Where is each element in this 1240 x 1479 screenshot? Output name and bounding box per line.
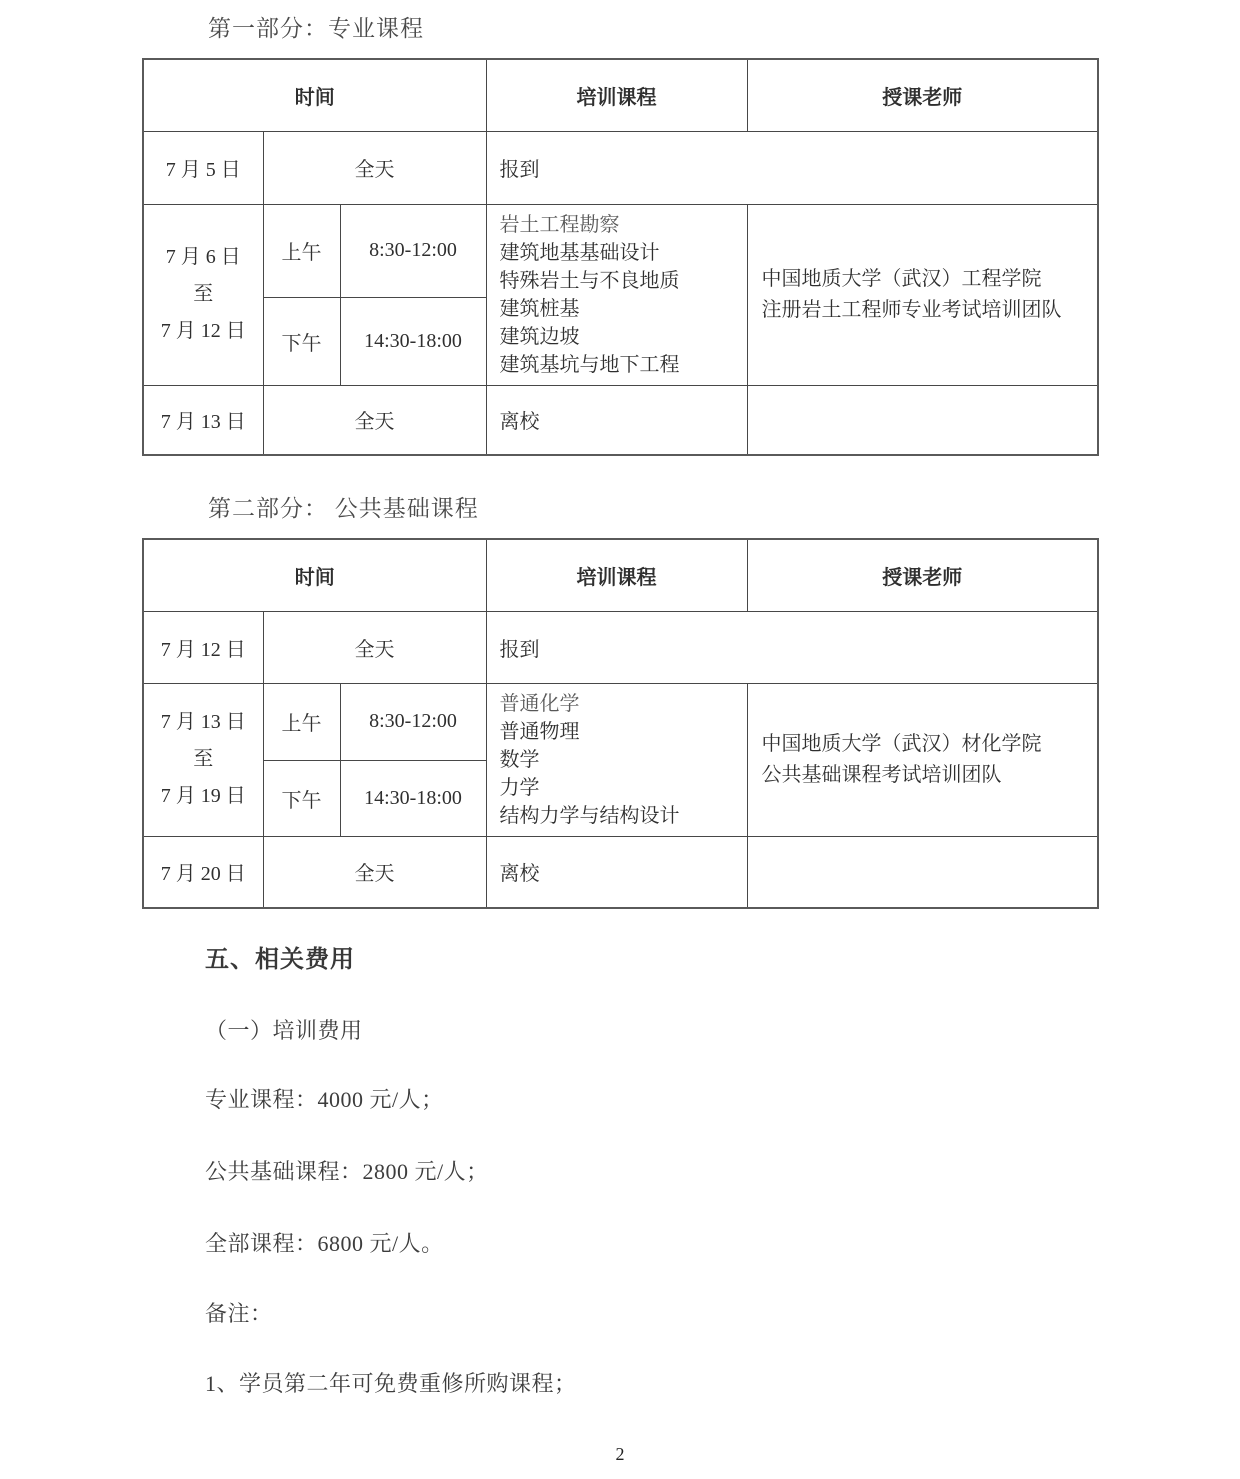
table2-main-date xyxy=(143,683,263,836)
teacher-line: 中国地质大学（武汉）工程学院 xyxy=(761,267,1042,290)
notes-label: 备注： xyxy=(205,1301,273,1326)
table2-header-time: 时间 xyxy=(143,539,486,611)
teacher-line: 公共基础课程考试培训团队 xyxy=(761,763,1002,786)
table2-departure-teacher-empty xyxy=(747,836,1098,908)
table2-header-row xyxy=(143,539,1098,611)
fee-professional-line: 专业课程：4000 元/人； xyxy=(205,1087,444,1112)
course-item: 普通物理 xyxy=(499,720,580,743)
course-item: 数学 xyxy=(499,748,540,771)
table1-teacher-cell xyxy=(747,204,1098,385)
table1-header-time: 时间 xyxy=(143,59,486,131)
table1-departure-course: 离校 xyxy=(486,385,747,455)
table2-arrival-date: 7 月 12 日 xyxy=(143,611,263,683)
course-item: 建筑地基基础设计 xyxy=(499,241,660,264)
table1-header-row xyxy=(143,59,1098,131)
table2-header-course: 培训课程 xyxy=(486,539,747,611)
table2-teacher-cell xyxy=(747,683,1098,836)
table1-morning-time: 8:30-12:00 xyxy=(340,204,486,297)
table1-main-row-morning xyxy=(143,204,1098,297)
table2-header-teacher: 授课老师 xyxy=(747,539,1098,611)
table2-departure-course: 离校 xyxy=(486,836,747,908)
table1-main-date-line1: 7 月 6 日 xyxy=(165,246,241,268)
table2-arrival-course: 报到 xyxy=(486,611,1098,683)
table2-courses-cell xyxy=(486,683,747,836)
table2-departure-period: 全天 xyxy=(263,836,486,908)
table1-departure-teacher-empty xyxy=(747,385,1098,455)
table1-arrival-date: 7 月 5 日 xyxy=(143,131,263,204)
course-item: 特殊岩土与不良地质 xyxy=(499,269,680,292)
table1-header-course: 培训课程 xyxy=(486,59,747,131)
fee-all-line: 全部课程：6800 元/人。 xyxy=(205,1231,444,1256)
table2-arrival-row xyxy=(143,611,1098,683)
table2-afternoon-label: 下午 xyxy=(263,760,340,836)
schedule-table-public xyxy=(142,538,1099,909)
table2-main-date-line1: 7 月 13 日 xyxy=(160,711,246,733)
table1-departure-period: 全天 xyxy=(263,385,486,455)
table1-arrival-period: 全天 xyxy=(263,131,486,204)
table1-arrival-course: 报到 xyxy=(486,131,1098,204)
table2-main-date-line2: 至 xyxy=(193,748,214,770)
table1-morning-label: 上午 xyxy=(263,204,340,297)
section1-title: 第一部分：专业课程 xyxy=(208,16,424,41)
course-item: 普通化学 xyxy=(499,692,580,715)
table2-departure-date: 7 月 20 日 xyxy=(143,836,263,908)
fees-subheading: （一）培训费用 xyxy=(205,1018,363,1043)
table1-departure-date: 7 月 13 日 xyxy=(143,385,263,455)
course-item: 结构力学与结构设计 xyxy=(499,804,680,827)
table1-header-teacher: 授课老师 xyxy=(747,59,1098,131)
fee-public-line: 公共基础课程：2800 元/人； xyxy=(205,1159,489,1184)
table1-departure-row xyxy=(143,385,1098,455)
note-item-1: 1、学员第二年可免费重修所购课程； xyxy=(205,1371,577,1396)
table1-afternoon-time: 14:30-18:00 xyxy=(340,297,486,385)
table1-arrival-row xyxy=(143,131,1098,204)
table2-morning-label: 上午 xyxy=(263,683,340,760)
table2-arrival-period: 全天 xyxy=(263,611,486,683)
table1-main-date-line3: 7 月 12 日 xyxy=(160,320,246,342)
table2-main-date-line3: 7 月 19 日 xyxy=(160,785,246,807)
teacher-line: 注册岩土工程师专业考试培训团队 xyxy=(761,298,1062,321)
table2-departure-row xyxy=(143,836,1098,908)
table2-afternoon-time: 14:30-18:00 xyxy=(340,760,486,836)
section2-title: 第二部分： 公共基础课程 xyxy=(208,496,479,521)
teacher-line: 中国地质大学（武汉）材化学院 xyxy=(761,732,1042,755)
course-item: 建筑基坑与地下工程 xyxy=(499,353,680,376)
schedule-table-professional xyxy=(142,58,1099,456)
table1-main-date xyxy=(143,204,263,385)
course-item: 建筑边坡 xyxy=(499,325,580,348)
course-item: 建筑桩基 xyxy=(499,297,580,320)
table1-courses-cell xyxy=(486,204,747,385)
table2-morning-time: 8:30-12:00 xyxy=(340,683,486,760)
page-number: 2 xyxy=(615,1444,625,1464)
table2-main-row-morning xyxy=(143,683,1098,760)
course-item: 岩土工程勘察 xyxy=(499,213,620,236)
table1-main-date-line2: 至 xyxy=(193,283,214,305)
fees-heading: 五、相关费用 xyxy=(205,947,355,973)
table1-afternoon-label: 下午 xyxy=(263,297,340,385)
course-item: 力学 xyxy=(499,776,540,799)
